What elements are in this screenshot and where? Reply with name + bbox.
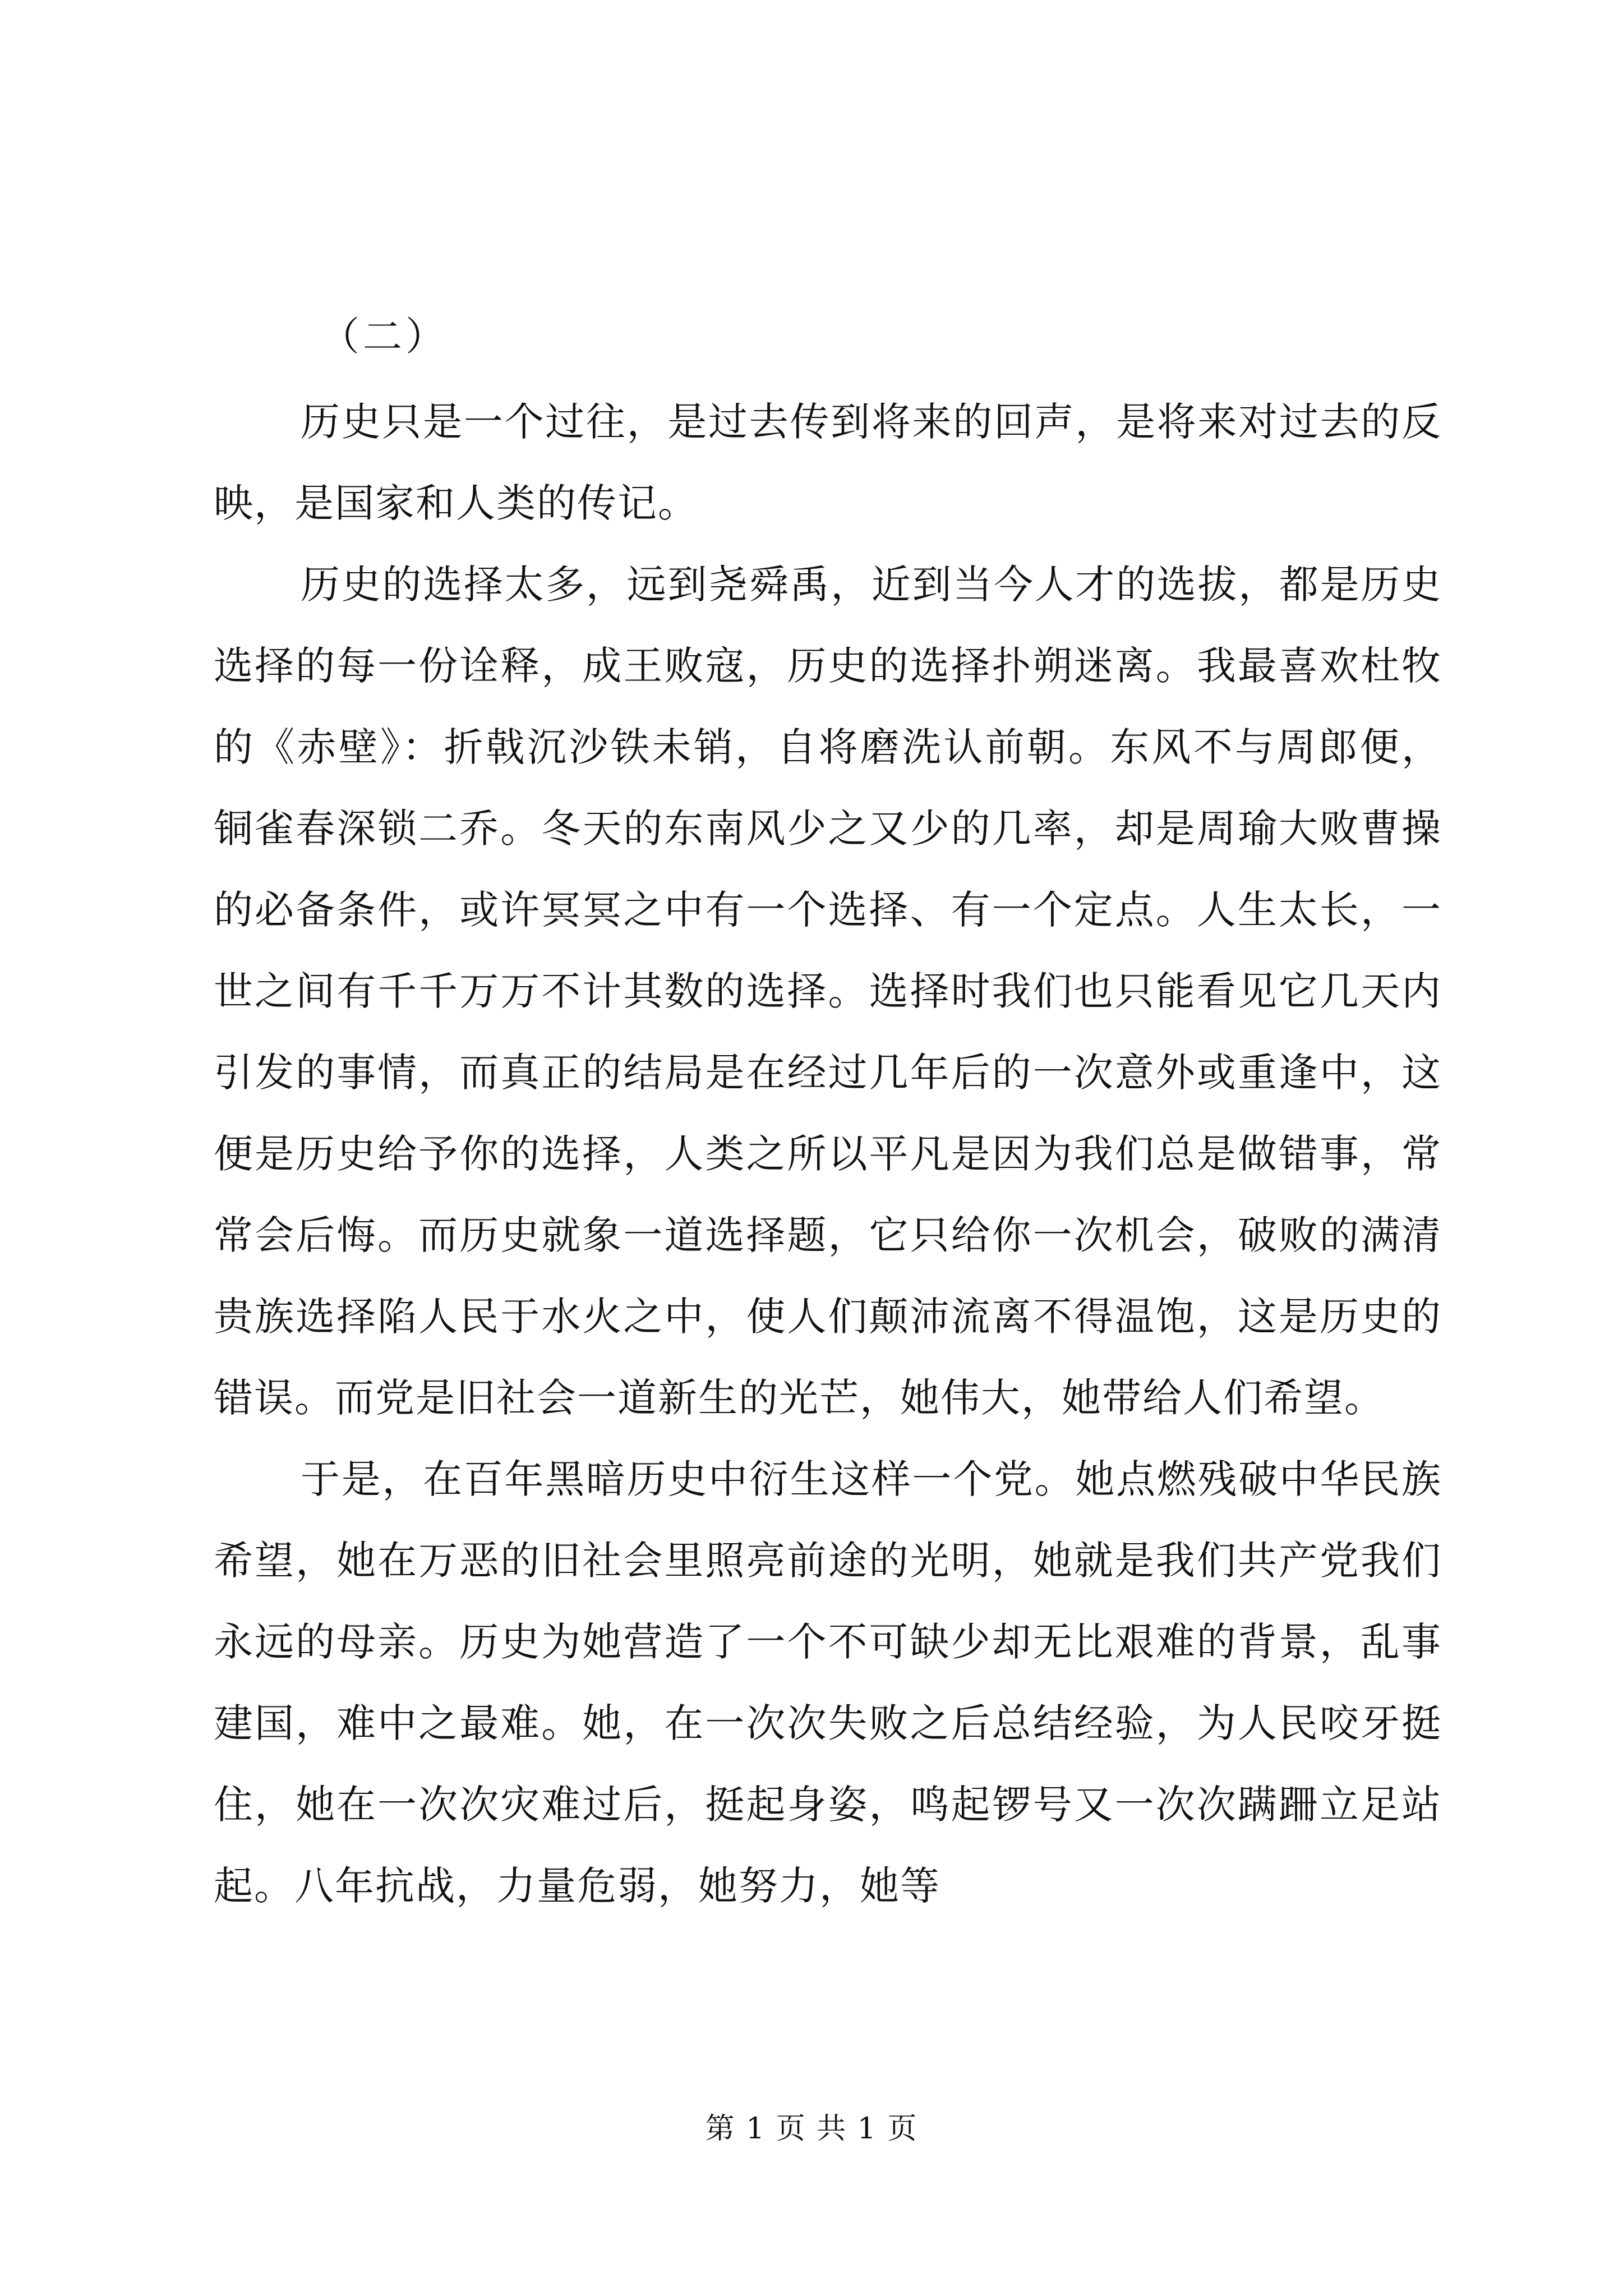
paragraph-3: 于是，在百年黑暗历史中衍生这样一个党。她点燃残破中华民族希望，她在万恶的旧社会里照亮前途的光明，她就是我们共产党我们永远的母亲。历史为她营造了一个不可缺少却无比艰难的背景，乱事建国，难中之最难。她，在一次次失败之后总结经验，为人民咬牙挺住，她在一次次灾难过后，挺起身姿，鸣起锣号又一次次蹒跚立足站起。八年抗战，力量危弱，她努力，她等 — [214, 1456, 1442, 1909]
paragraph-2: 历史的选择太多，远到尧舜禹，近到当今人才的选拔，都是历史选择的每一份诠释，成王败寇，历史的选择扑朔迷离。我最喜欢杜牧的《赤壁》：折戟沉沙铁未销，自将磨洗认前朝。东风不与周郎便，铜雀春深锁二乔。冬天的东南风少之又少的几率，却是周瑜大败曹操的必备条件，或许冥冥之中有一个选择、有一个定点。人生太长，一世之间有千千万万不计其数的选择。选择时我们也只能看见它几天内引发的事情，而真正的结局是在经过几年后的一次意外或重逢中，这便是历史给予你的选择，人类之所以平凡是因为我们总是做错事，常常会后悔。而历史就象一道选择题，它只给你一次机会，破败的满清贵族选择陷人民于水火之中，使人们颠沛流离不得温饱，这是历史的错误。而党是旧社会一道新生的光芒，她伟大，她带给人们希望。 — [214, 562, 1442, 1421]
section-heading: （二） — [320, 314, 448, 360]
page-footer: 第 1 页 共 1 页 — [705, 2112, 918, 2146]
paragraph-1: 历史只是一个过往，是过去传到将来的回声，是将来对过去的反映，是国家和人类的传记。 — [214, 399, 1442, 526]
document-body — [214, 292, 1442, 1927]
